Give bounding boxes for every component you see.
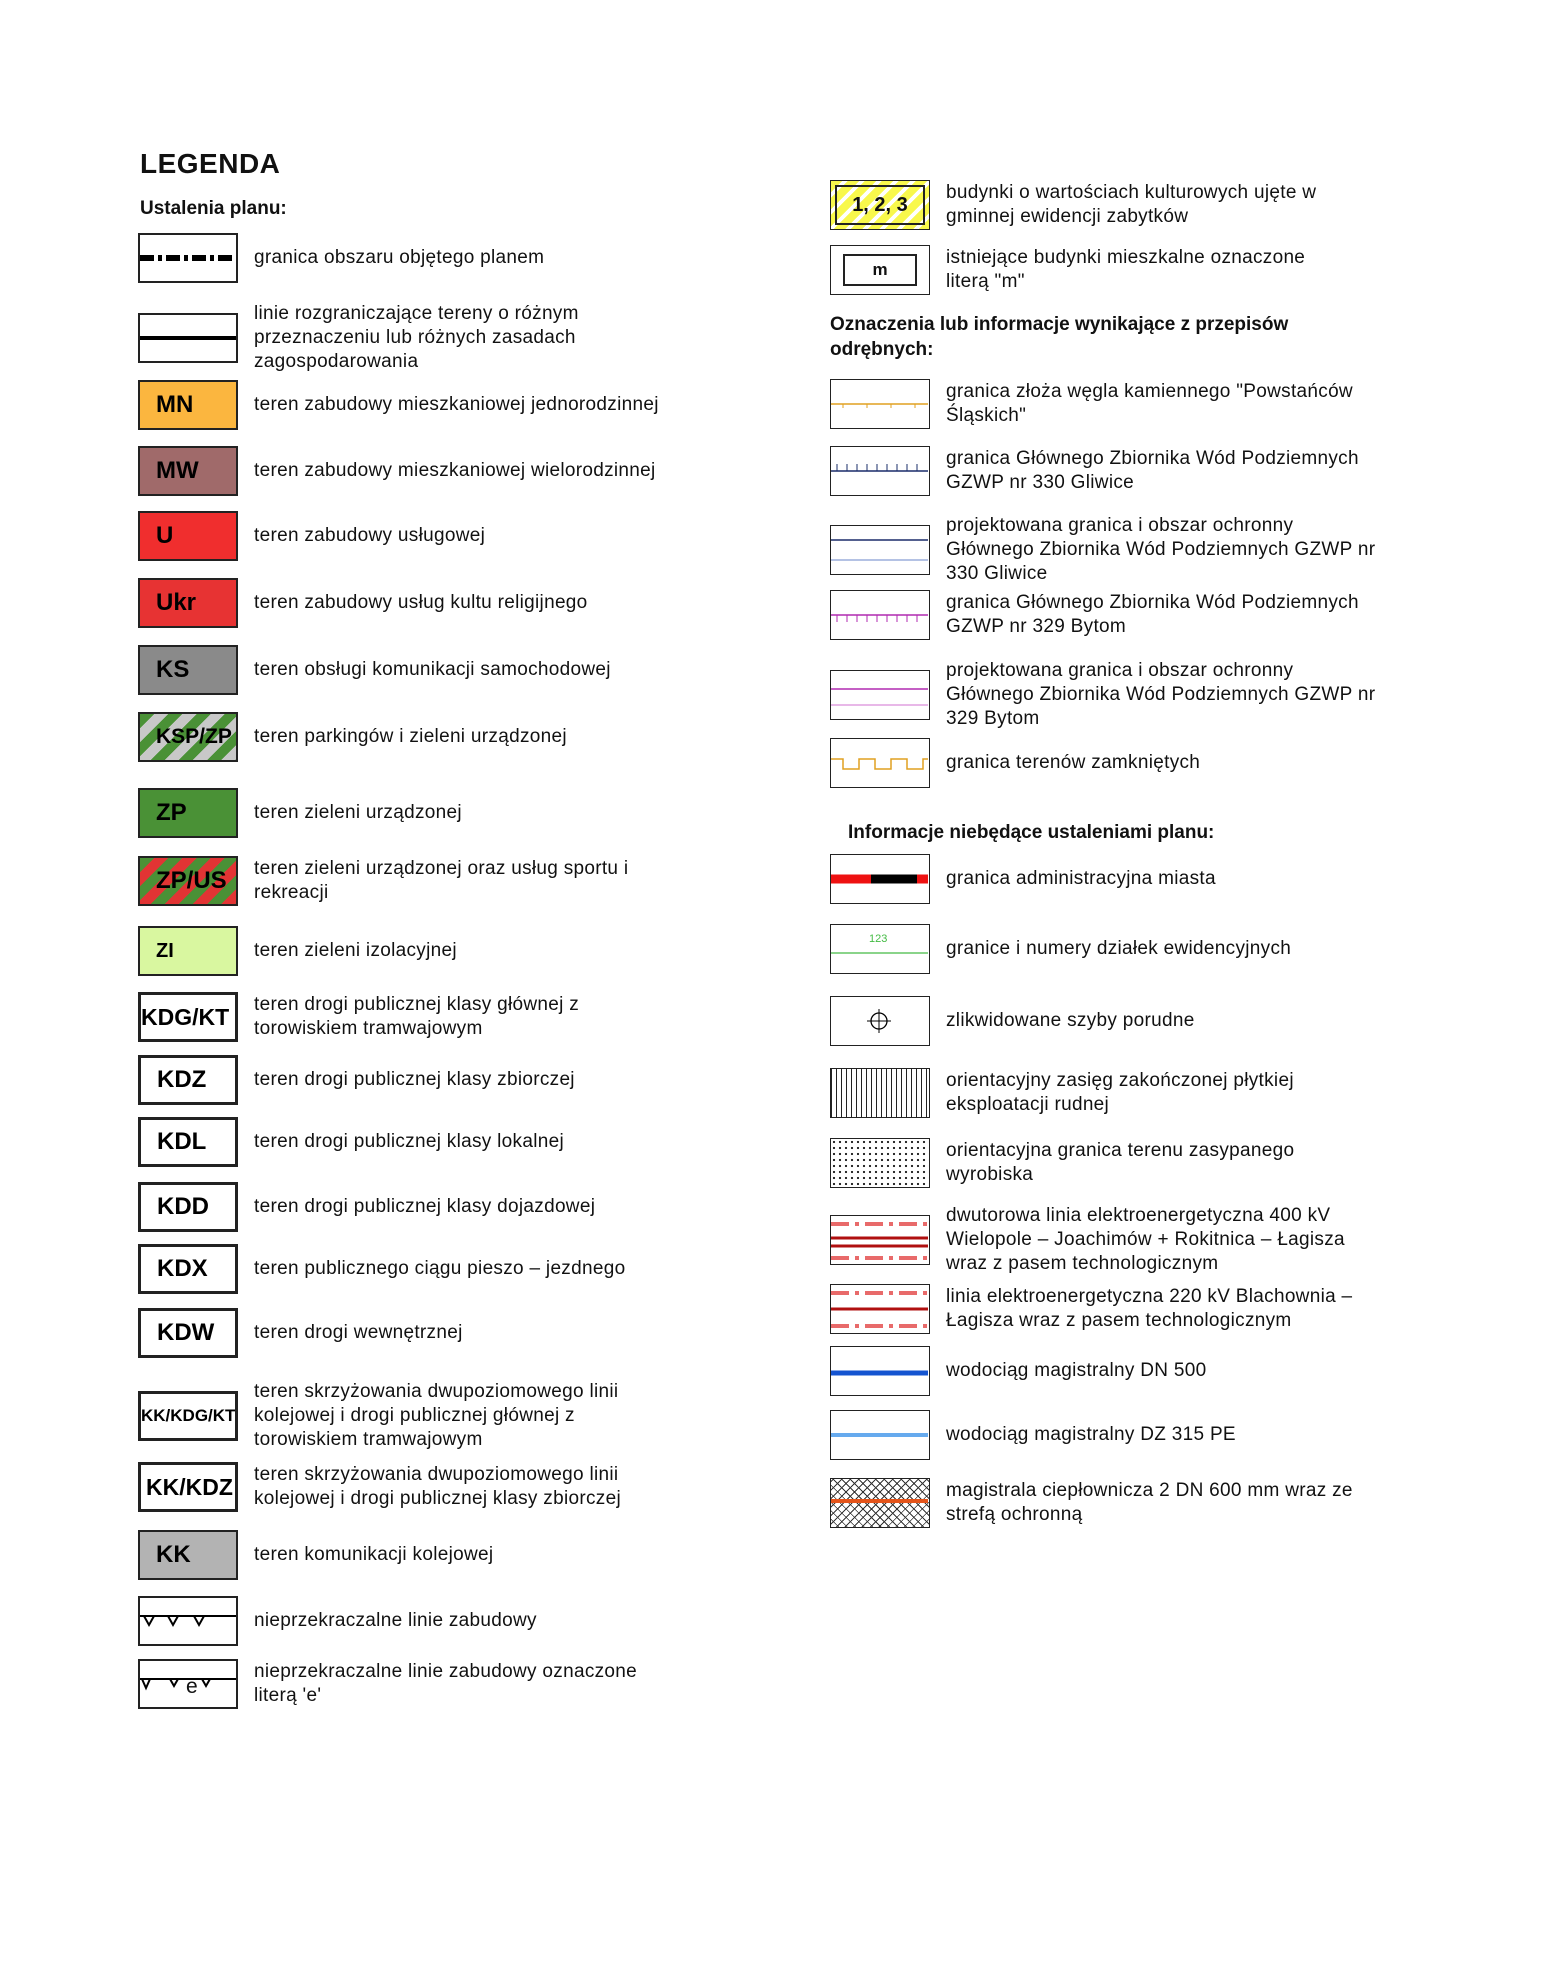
legend-label: teren komunikacji kolejowej xyxy=(254,1544,494,1565)
building-line-symbol xyxy=(138,1596,238,1646)
legend-item-ore-mining xyxy=(830,1068,1366,1118)
power-220kv-symbol xyxy=(830,1284,930,1334)
legend-label: budynki o wartościach kulturowych ujęte w gminnej ewidencji zabytków xyxy=(946,182,1317,227)
legend-item-gzwp329-boundary xyxy=(830,590,1386,640)
legend-label: projektowana granica i obszar ochronny Głównego Zbiornika Wód Podziemnych GZWP nr 330 Gliwice xyxy=(946,515,1376,584)
gzwp329-protection-symbol xyxy=(830,670,930,720)
ZP-US-symbol xyxy=(138,856,238,906)
letter-e: e xyxy=(186,1675,198,1698)
legend-item-MW xyxy=(138,446,656,496)
gzwp330-boundary-symbol xyxy=(830,446,930,496)
legend-item-building-line xyxy=(138,1596,537,1646)
KDW-symbol xyxy=(138,1308,238,1358)
legend-item-KDZ xyxy=(138,1055,575,1105)
legend-label: orientacyjna granica terenu zasypanego wyrobiska xyxy=(946,1140,1295,1185)
MW-symbol xyxy=(138,446,238,496)
zone-code: KDZ xyxy=(157,1066,207,1093)
legend-label: linia elektroenergetyczna 220 kV Blachownia – Łagisza wraz z pasem technologicznym xyxy=(946,1286,1353,1331)
water-dn500-symbol xyxy=(830,1346,930,1396)
mine-shafts-symbol xyxy=(830,996,930,1046)
zone-code: KK/KDZ xyxy=(146,1473,233,1500)
legend-item-gzwp330-boundary xyxy=(830,446,1386,496)
legend-label: granica obszaru objętego planem xyxy=(254,247,545,268)
heritage-code: 1, 2, 3 xyxy=(835,185,925,225)
legend-label: teren zieleni urządzonej oraz usług sportu i rekreacji xyxy=(254,858,629,903)
KK-KDG-KT-symbol xyxy=(138,1391,238,1441)
legend-item-water-dn500 xyxy=(830,1346,1207,1396)
legend-item-closed-areas xyxy=(830,738,1200,788)
zone-code: Ukr xyxy=(156,589,197,616)
legend-item-KDG-KT xyxy=(138,992,634,1042)
ZP-symbol xyxy=(138,788,238,838)
KK-KDZ-symbol xyxy=(138,1462,238,1512)
legend-label: teren skrzyżowania dwupoziomowego linii kolejowej i drogi publicznej głównej z torowiskiem tramwajowym xyxy=(254,1381,619,1450)
legend-item-city-boundary xyxy=(830,854,1216,904)
MN-symbol xyxy=(138,380,238,430)
legend-item-heritage-buildings xyxy=(830,180,1346,230)
legend-label: teren publicznego ciągu pieszo – jezdnego xyxy=(254,1258,626,1279)
zone-code: KK xyxy=(156,1541,191,1568)
legend-label: granica złoża węgla kamiennego "Powstańców Śląskich" xyxy=(946,381,1353,426)
water-dz315-symbol xyxy=(830,1410,930,1460)
legend-item-coal-deposit xyxy=(830,379,1386,429)
legend-item-power-220kv xyxy=(830,1284,1386,1334)
legend-item-mine-shafts xyxy=(830,996,1195,1046)
zone-code: KDX xyxy=(157,1255,208,1282)
KDD-symbol xyxy=(138,1182,238,1232)
legend-label: projektowana granica i obszar ochronny Głównego Zbiornika Wód Podziemnych GZWP nr 329 Bytom xyxy=(946,660,1376,729)
legend-item-backfilled xyxy=(830,1138,1366,1188)
gzwp330-protection-symbol xyxy=(830,525,930,575)
legend-item-dividing-lines xyxy=(138,302,634,374)
legend-title: LEGENDA xyxy=(140,148,281,179)
zone-code: KDL xyxy=(157,1128,207,1155)
legend-label: teren zabudowy mieszkaniowej wielorodzinnej xyxy=(254,460,656,481)
legend-label: magistrala ciepłownicza 2 DN 600 mm wraz ze strefą ochronną xyxy=(946,1480,1353,1525)
heating-main-symbol xyxy=(830,1478,930,1528)
legend-label: dwutorowa linia elektroenergetyczna 400 kV Wielopole – Joachimów + Rokitnica – Łagisza wraz z pasem technologicznym xyxy=(946,1205,1345,1274)
KS-symbol xyxy=(138,645,238,695)
legend-item-building-line-e xyxy=(138,1659,674,1709)
letter-m: m xyxy=(843,254,917,286)
legend-label: teren zabudowy usług kultu religijnego xyxy=(254,592,588,613)
legend-label: teren zabudowy mieszkaniowej jednorodzinnej xyxy=(254,394,659,415)
legend-item-water-dz315 xyxy=(830,1410,1236,1460)
legend-label: wodociąg magistralny DN 500 xyxy=(946,1360,1207,1381)
legend-item-KDD xyxy=(138,1182,595,1232)
legend-item-power-400kv xyxy=(830,1204,1386,1276)
dividing-lines-symbol xyxy=(138,313,238,363)
legend-label: teren drogi publicznej klasy zbiorczej xyxy=(254,1069,575,1090)
legend-label: granica administracyjna miasta xyxy=(946,868,1216,889)
KDL-symbol xyxy=(138,1117,238,1167)
ZI-symbol xyxy=(138,926,238,976)
legend-item-gzwp330-protection xyxy=(830,514,1386,586)
coal-deposit-symbol xyxy=(830,379,930,429)
KK-symbol xyxy=(138,1530,238,1580)
legend-label: teren drogi wewnętrznej xyxy=(254,1322,463,1343)
legend-item-heating-main xyxy=(830,1478,1366,1528)
legend-item-plan-boundary xyxy=(138,233,544,283)
zone-code: ZP xyxy=(156,799,187,826)
zone-code: U xyxy=(156,522,174,549)
parcels-symbol xyxy=(830,924,930,974)
zone-code: ZI xyxy=(156,939,174,962)
info-heading: Informacje niebędące ustaleniami planu: xyxy=(848,822,1215,843)
zone-code: KDG/KT xyxy=(141,1003,230,1030)
legend-item-ZI xyxy=(138,926,457,976)
legend-item-ZP-US xyxy=(138,856,654,906)
zone-code: ZP/US xyxy=(156,867,227,894)
legend-label: linie rozgraniczające tereny o różnym przeznaczeniu lub różnych zasadach zagospodarowania xyxy=(254,303,579,372)
KSP-ZP-symbol xyxy=(138,712,238,762)
legend-label: teren skrzyżowania dwupoziomowego linii kolejowej i drogi publicznej klasy zbiorczej xyxy=(254,1464,621,1509)
KDZ-symbol xyxy=(138,1055,238,1105)
legend-item-KDX xyxy=(138,1244,625,1294)
legend-label: wodociąg magistralny DZ 315 PE xyxy=(946,1424,1236,1445)
city-boundary-symbol xyxy=(830,854,930,904)
legend-label: zlikwidowane szyby porudne xyxy=(946,1010,1195,1031)
zone-code: MN xyxy=(156,391,194,418)
legend-item-KK-KDG-KT xyxy=(138,1380,674,1452)
legend-item-KDW xyxy=(138,1308,463,1358)
zone-code: KDD xyxy=(157,1193,209,1220)
legend-label: nieprzekraczalne linie zabudowy oznaczone literą 'e' xyxy=(254,1661,638,1706)
plan-heading: Ustalenia planu: xyxy=(140,198,287,219)
legend-label: teren obsługi komunikacji samochodowej xyxy=(254,659,611,680)
legend-item-KDL xyxy=(138,1117,564,1167)
legend-item-KK-KDZ xyxy=(138,1462,674,1512)
closed-areas-symbol xyxy=(830,738,930,788)
power-400kv-symbol xyxy=(830,1215,930,1265)
legend-item-KS xyxy=(138,645,611,695)
legend-item-Ukr xyxy=(138,578,588,628)
legend-item-KK xyxy=(138,1530,493,1580)
parcel-number: 123 xyxy=(869,933,888,945)
legend-item-MN xyxy=(138,380,659,430)
KDX-symbol xyxy=(138,1244,238,1294)
legend-label: teren zieleni izolacyjnej xyxy=(254,940,457,961)
legend-item-gzwp329-protection xyxy=(830,659,1386,731)
ore-mining-symbol xyxy=(830,1068,930,1118)
legend-item-residential-m xyxy=(830,245,1346,295)
gzwp329-boundary-symbol xyxy=(830,590,930,640)
legend-item-parcels xyxy=(830,924,1291,974)
building-line-e-symbol xyxy=(138,1659,238,1709)
zone-code: KSP/ZP xyxy=(156,725,232,748)
legend-label: orientacyjny zasięg zakończonej płytkiej eksploatacji rudnej xyxy=(946,1070,1294,1115)
legend-label: teren zabudowy usługowej xyxy=(254,525,486,546)
Ukr-symbol xyxy=(138,578,238,628)
legend-label: granice i numery działek ewidencyjnych xyxy=(946,938,1292,959)
legend-item-KSP-ZP xyxy=(138,712,567,762)
backfilled-symbol xyxy=(830,1138,930,1188)
legend-label: teren drogi publicznej klasy głównej z torowiskiem tramwajowym xyxy=(254,994,580,1039)
legend-label: teren drogi publicznej klasy dojazdowej xyxy=(254,1196,596,1217)
other-regulations-heading: Oznaczenia lub informacje wynikające z przepisów odrębnych: xyxy=(830,314,1289,360)
zone-code: MW xyxy=(156,457,199,484)
zone-code: KS xyxy=(156,656,190,683)
legend-item-U xyxy=(138,511,485,561)
zone-code: KDW xyxy=(157,1319,215,1346)
U-symbol xyxy=(138,511,238,561)
residential-m-symbol xyxy=(830,245,930,295)
legend-label: teren parkingów i zieleni urządzonej xyxy=(254,726,567,747)
legend-label: granica Głównego Zbiornika Wód Podziemnych GZWP nr 330 Gliwice xyxy=(946,448,1359,493)
heritage-buildings-symbol xyxy=(830,180,930,230)
legend-label: istniejące budynki mieszkalne oznaczone literą "m" xyxy=(946,247,1306,292)
legend-item-ZP xyxy=(138,788,462,838)
KDG-KT-symbol xyxy=(138,992,238,1042)
legend-label: teren drogi publicznej klasy lokalnej xyxy=(254,1131,564,1152)
legend-label: granica terenów zamkniętych xyxy=(946,752,1201,773)
legend-label: granica Głównego Zbiornika Wód Podziemnych GZWP nr 329 Bytom xyxy=(946,592,1359,637)
crosshair-icon xyxy=(831,997,928,1044)
zone-code: KK/KDG/KT xyxy=(141,1406,236,1425)
legend-label: nieprzekraczalne linie zabudowy xyxy=(254,1610,537,1631)
legend-label: teren zieleni urządzonej xyxy=(254,802,462,823)
plan-boundary-symbol xyxy=(138,233,238,283)
